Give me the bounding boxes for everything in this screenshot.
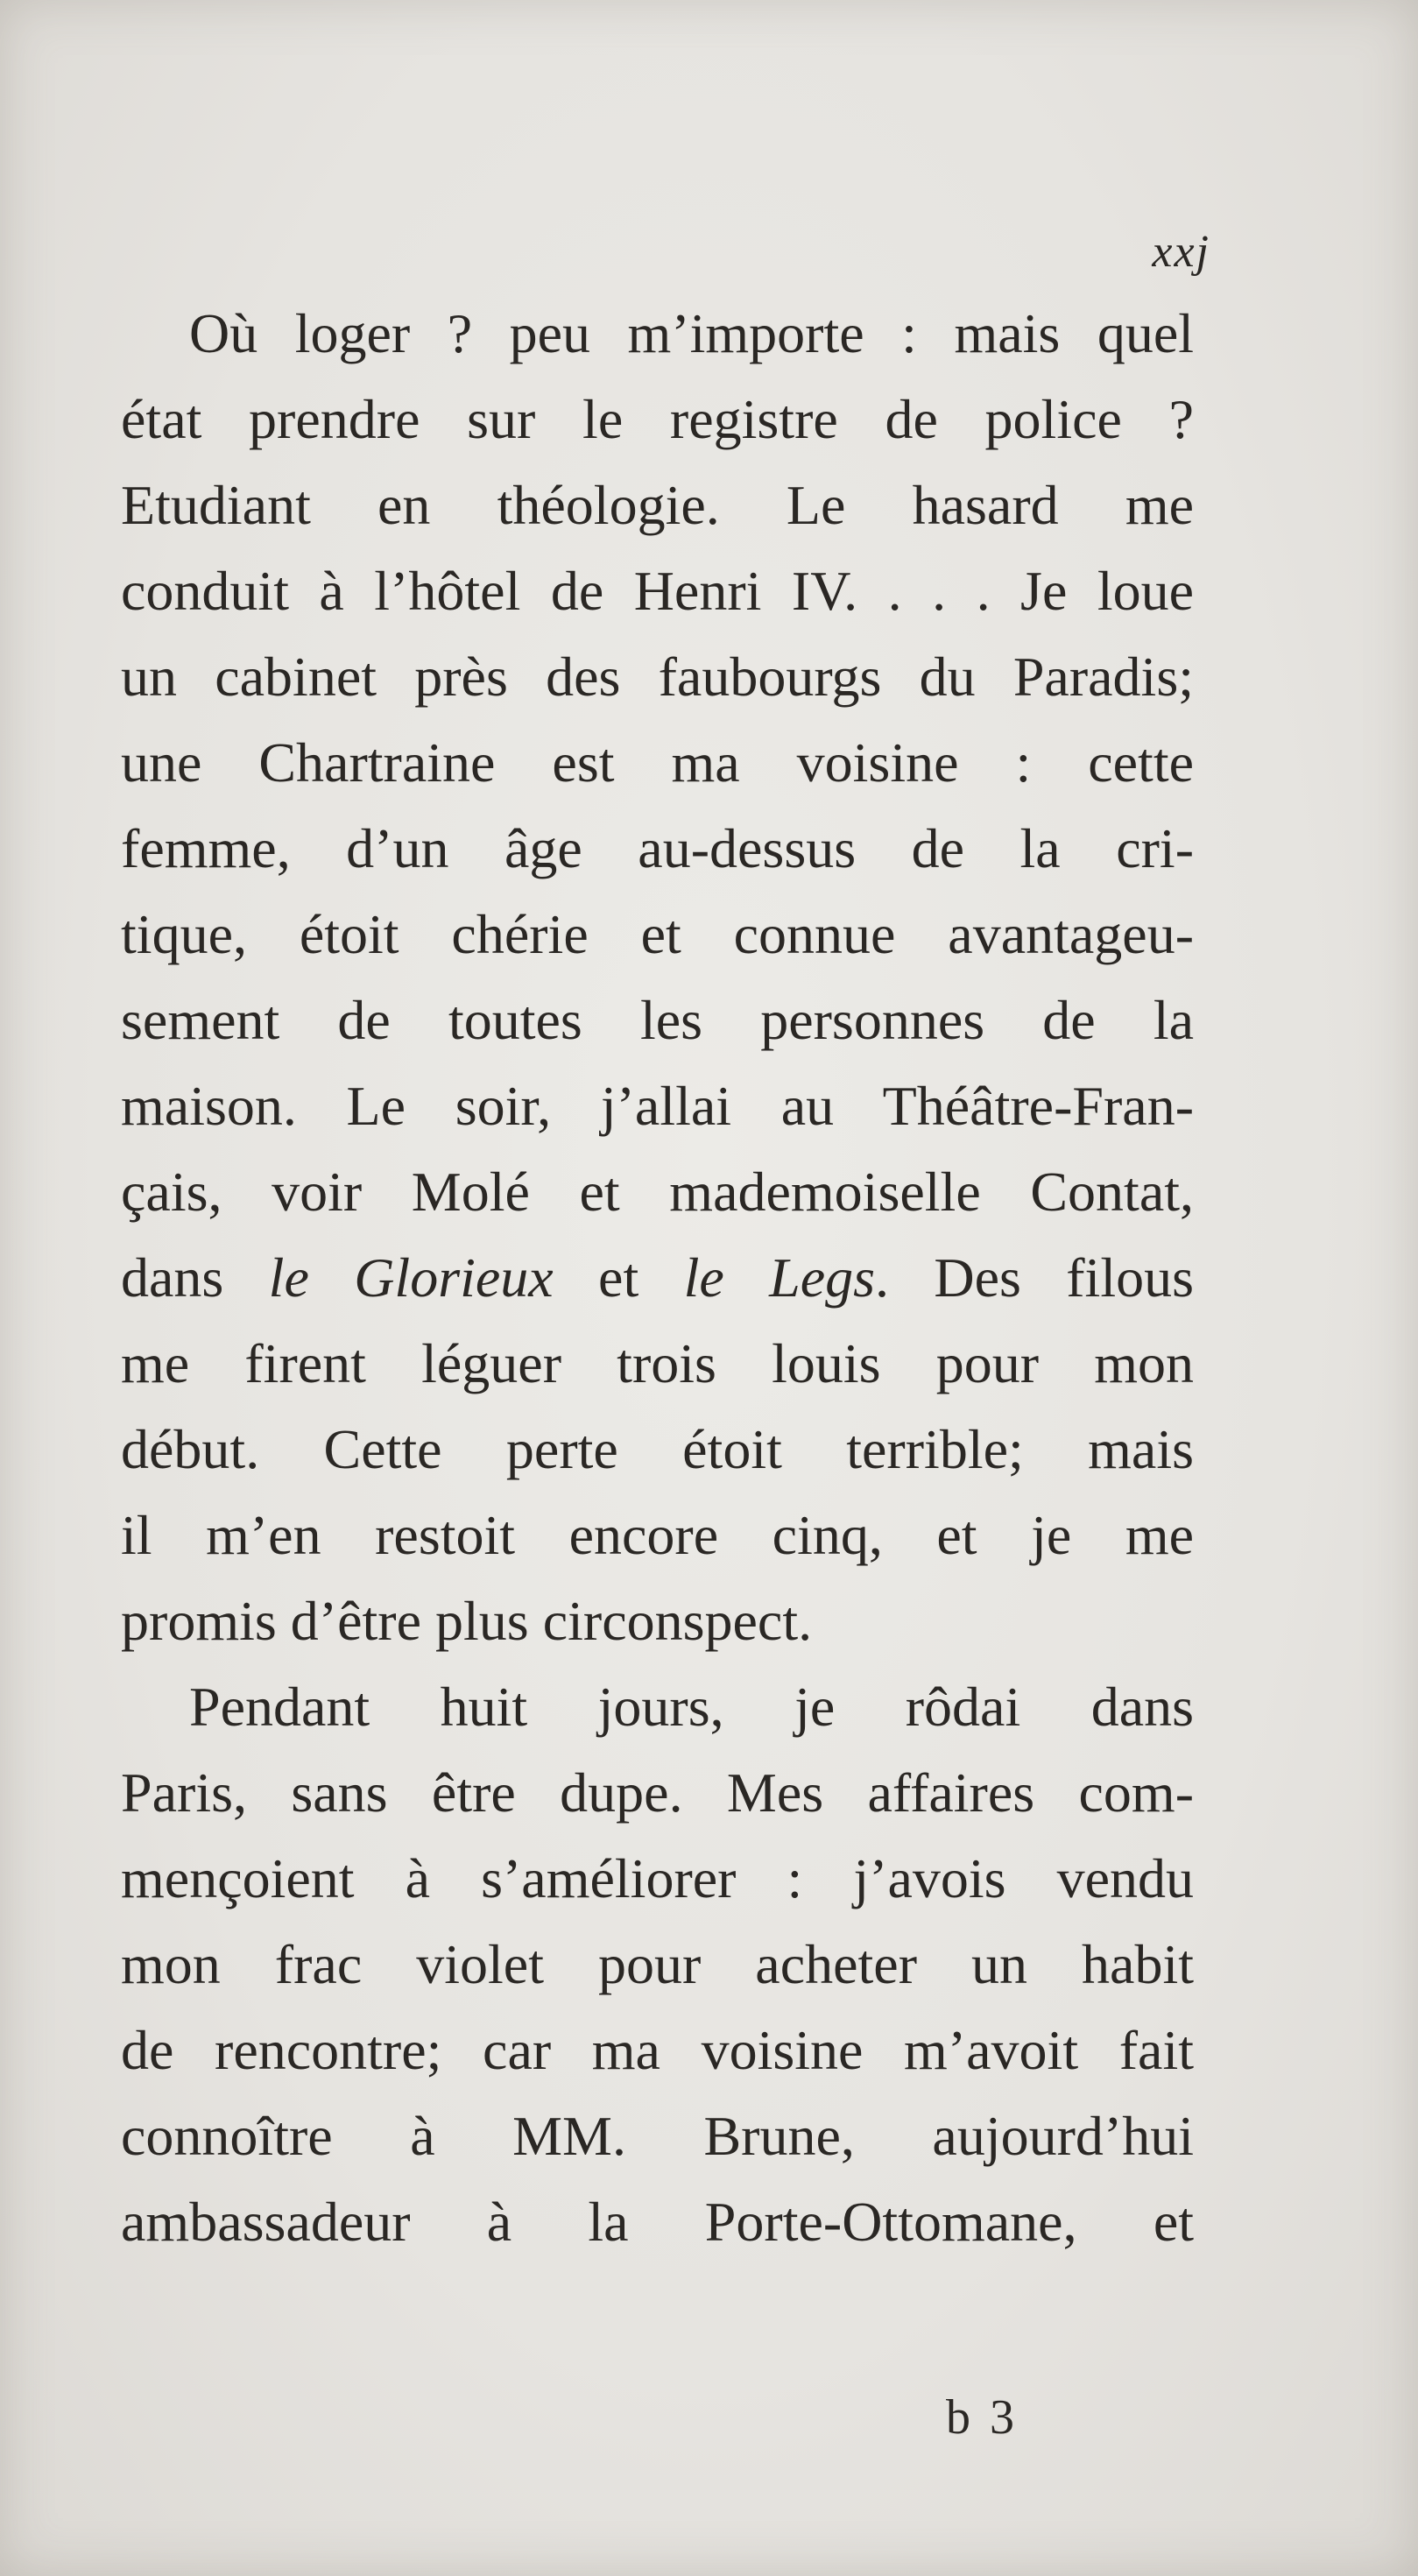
play-title: le Glorieux <box>268 1246 554 1309</box>
text-run: et <box>553 1246 684 1309</box>
play-title: le Legs <box>683 1246 875 1309</box>
text-line: Etudiant en théologie. Le hasard me <box>121 474 1194 536</box>
text-line: mon frac violet pour acheter un habit <box>121 1933 1194 1995</box>
text-line: promis d’être plus circonspect. <box>121 1590 813 1652</box>
text-run: dans <box>121 1246 269 1309</box>
text-line: sement de toutes les personnes de la <box>121 989 1194 1051</box>
text-line: de rencontre; car ma voisine m’avoit fait <box>121 2019 1194 2081</box>
text-line: une Chartraine est ma voisine : cette <box>121 731 1194 794</box>
text-line: çais, voir Molé et mademoiselle Contat, <box>121 1161 1194 1223</box>
text-run: . Des filous <box>875 1246 1194 1309</box>
signature-mark: b 3 <box>946 2390 1018 2445</box>
text-line: un cabinet près des faubourgs du Paradis; <box>121 646 1194 708</box>
text-line: il m’en restoit encore cinq, et je me <box>121 1504 1194 1566</box>
text-line-with-titles <box>121 1235 1194 1321</box>
text-line: début. Cette perte étoit terrible; mais <box>121 1418 1194 1480</box>
text-line: connoître à MM. Brune, aujourd’hui <box>121 2105 1194 2167</box>
text-line: maison. Le soir, j’allai au Théâtre-Fran- <box>121 1075 1194 1137</box>
text-line: me firent léguer trois louis pour mon <box>121 1332 1194 1394</box>
text-line: Pendant huit jours, je rôdai dans <box>189 1676 1194 1738</box>
body-text <box>121 291 1194 2265</box>
text-line: état prendre sur le registre de police ? <box>121 388 1194 450</box>
text-line: mençoient à s’améliorer : j’avois vendu <box>121 1847 1194 1909</box>
text-line: Paris, sans être dupe. Mes affaires com- <box>121 1761 1194 1824</box>
text-line: ambassadeur à la Porte-Ottomane, et <box>121 2191 1194 2253</box>
text-line: femme, d’un âge au-dessus de la cri- <box>121 817 1194 879</box>
text-line: tique, étoit chérie et connue avantageu- <box>121 903 1194 965</box>
page-folio: xxj <box>1152 227 1210 277</box>
text-line: conduit à l’hôtel de Henri IV. . . . Je loue <box>121 560 1194 622</box>
text-line: Où loger ? peu m’importe : mais quel <box>189 302 1194 364</box>
